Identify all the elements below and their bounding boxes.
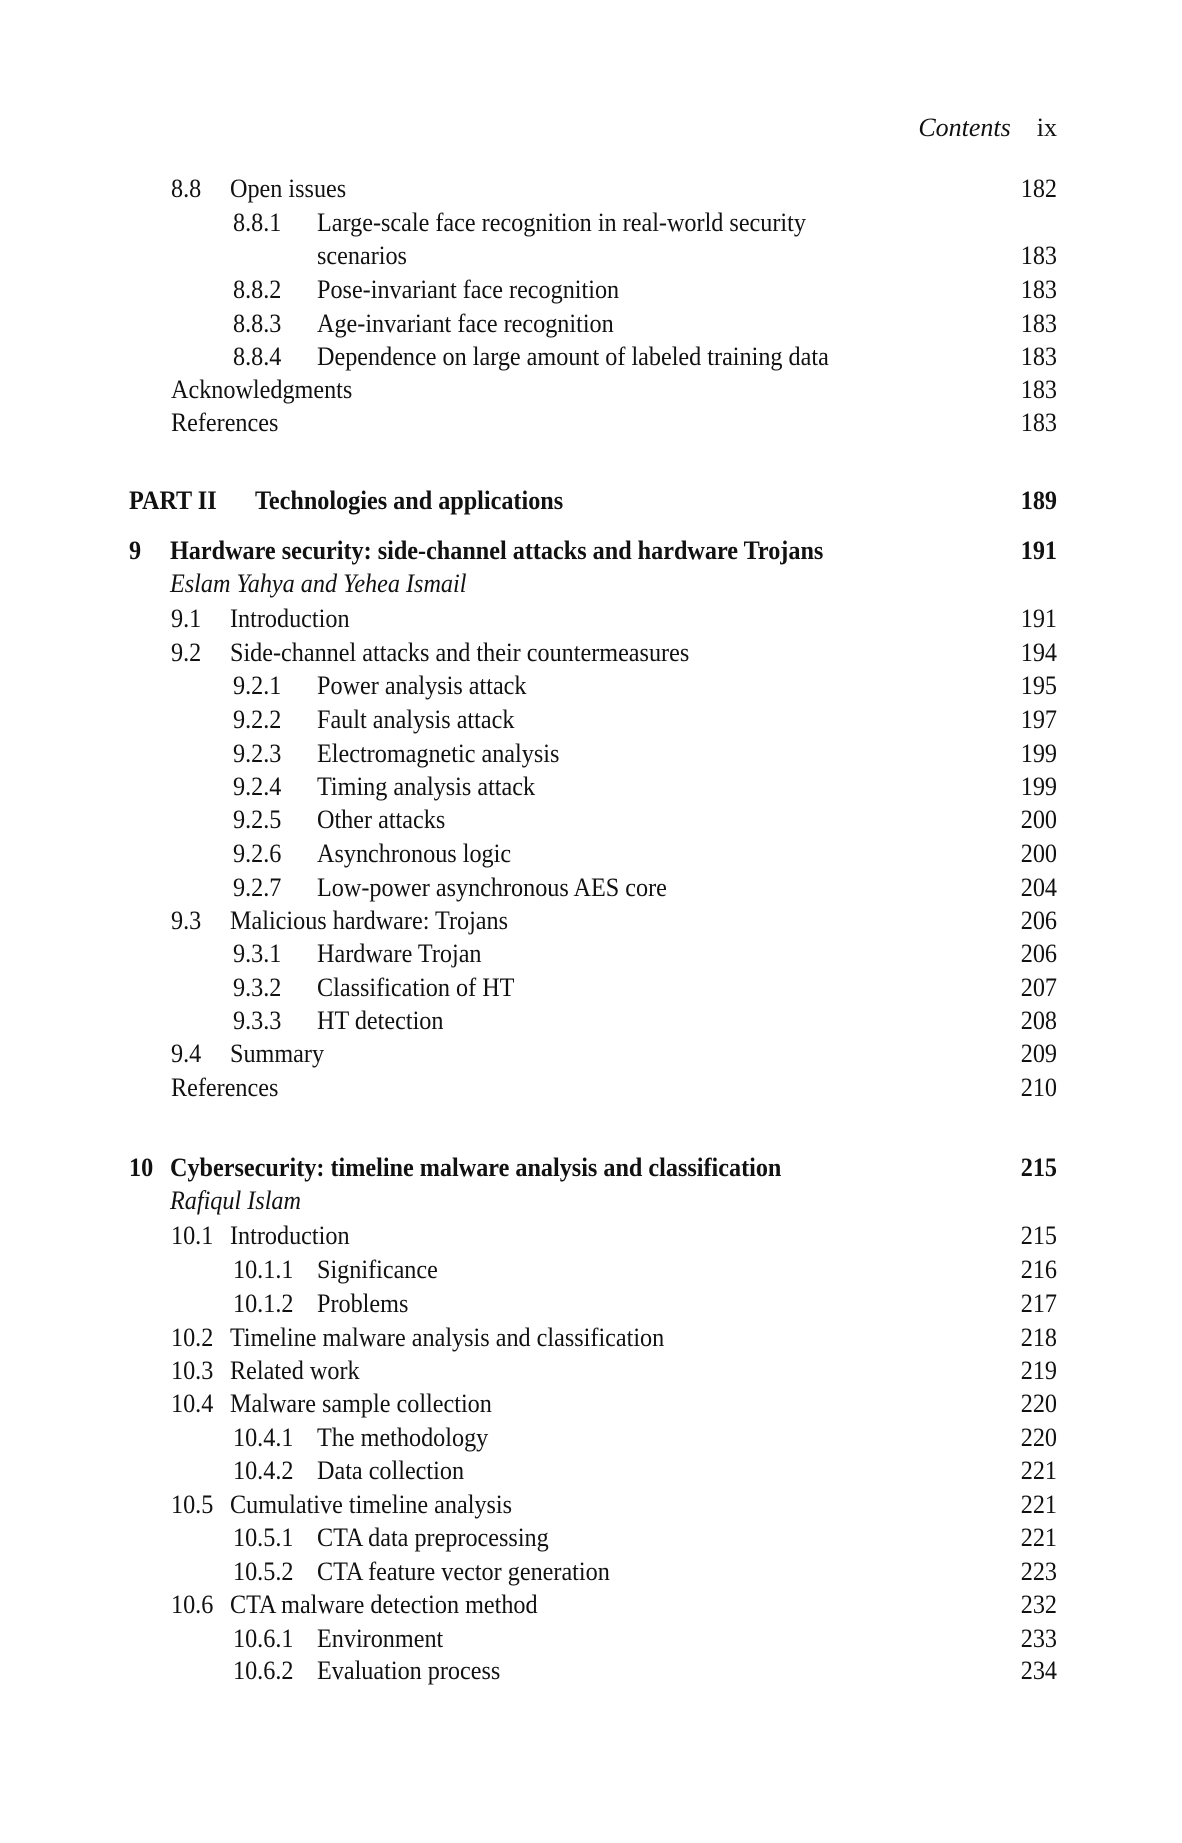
toc-entry-title-text: Malware sample collection: [230, 1389, 492, 1418]
toc-entry-number: [233, 703, 285, 737]
toc-entry-page-number-text: 219: [1020, 1356, 1057, 1385]
toc-entry-title: [317, 1253, 447, 1287]
toc-entry-number-text: PART II: [129, 486, 217, 515]
toc-entry-page-number-text: 204: [1020, 873, 1057, 902]
toc-entry-title-text: Significance: [317, 1255, 438, 1284]
toc-entry-number-text: 9.2.5: [233, 805, 282, 834]
toc-entry-number-text: 10.6.1: [233, 1624, 294, 1653]
toc-entry-number: [171, 1488, 217, 1522]
toc-entry-page-number-text: 223: [1020, 1557, 1057, 1586]
toc-entry-title-text: Electromagnetic analysis: [317, 739, 560, 768]
toc-entry-number-text: 10.2: [171, 1323, 214, 1352]
toc-entry-page-number: [1018, 1004, 1057, 1038]
toc-entry-number: [233, 669, 285, 703]
toc-entry-title-text: Side-channel attacks and their countermeasures: [230, 638, 690, 667]
toc-subsection-entry[interactable]: [0, 206, 1182, 240]
toc-subsection-entry[interactable]: [0, 770, 1182, 804]
toc-entry-page-number: [1018, 1521, 1057, 1555]
toc-entry-number: [233, 1421, 298, 1455]
toc-entry-page-number: [1018, 406, 1057, 440]
toc-entry-page-number: [1018, 703, 1057, 737]
toc-entry-number-text: 9.2.4: [233, 772, 282, 801]
toc-section-entry[interactable]: [0, 1037, 1182, 1071]
toc-entry-number: [233, 770, 285, 804]
toc-entry-number-text: 8.8.3: [233, 309, 282, 338]
toc-entry-page-number: [1018, 1253, 1057, 1287]
toc-entry-page-number-text: 183: [1020, 342, 1057, 371]
toc-entry-page-number-text: 209: [1020, 1039, 1057, 1068]
toc-entry-title-text: Power analysis attack: [317, 671, 527, 700]
toc-entry-title: [317, 1287, 415, 1321]
toc-entry-page-number: [1018, 770, 1057, 804]
toc-entry-page-number-text: 210: [1020, 1073, 1057, 1102]
toc-entry-title-text: Rafiqul Islam: [170, 1186, 301, 1215]
toc-entry-title: [317, 937, 494, 971]
toc-subsection-entry[interactable]: [0, 1521, 1182, 1555]
toc-entry-title: [171, 1071, 286, 1105]
toc-entry-number: [171, 904, 204, 938]
toc-section-entry[interactable]: [0, 172, 1182, 206]
toc-entry-title: [317, 803, 455, 837]
toc-entry-page-number: [1018, 971, 1057, 1005]
toc-entry-page-number-text: 217: [1020, 1289, 1057, 1318]
toc-subsection-continuation[interactable]: [0, 239, 1182, 273]
toc-entry-number: [233, 1521, 298, 1555]
toc-entry-number-text: 8.8.4: [233, 342, 282, 371]
toc-entry-title-text: Dependence on large amount of labeled training data: [317, 342, 829, 371]
running-head-title: Contents: [918, 113, 1011, 142]
toc-entry-page-number-text: 215: [1020, 1153, 1057, 1182]
toc-entry-page-number: [1018, 1454, 1057, 1488]
toc-entry-title-text: Timeline malware analysis and classification: [230, 1323, 665, 1352]
toc-entry-title: [317, 837, 526, 871]
toc-section-entry[interactable]: [0, 1071, 1182, 1105]
toc-entry-title: [170, 1184, 311, 1218]
toc-subsection-entry[interactable]: [0, 273, 1182, 307]
toc-entry-title: [317, 239, 414, 273]
toc-entry-page-number-text: 199: [1020, 772, 1057, 801]
toc-entry-page-number: [1018, 737, 1057, 771]
toc-entry-number-text: 9.2.7: [233, 873, 282, 902]
toc-section-entry[interactable]: [0, 373, 1182, 407]
toc-entry-page-number-text: 206: [1020, 939, 1057, 968]
toc-entry-page-number: [1018, 837, 1057, 871]
toc-entry-title-text: Environment: [317, 1624, 444, 1653]
toc-entry-title: [317, 703, 529, 737]
toc-entry-number-text: 10.6: [171, 1590, 214, 1619]
toc-section-entry[interactable]: [0, 1488, 1182, 1522]
toc-entry-title-text: CTA malware detection method: [230, 1590, 538, 1619]
toc-entry-page-number-text: 183: [1020, 408, 1057, 437]
toc-entry-number: [233, 273, 285, 307]
toc-entry-number-text: 9.1: [171, 604, 202, 633]
toc-entry-page-number-text: 199: [1020, 739, 1057, 768]
toc-entry-title-text: References: [171, 408, 279, 437]
toc-entry-title-text: Problems: [317, 1289, 409, 1318]
toc-entry-number: [171, 636, 204, 670]
toc-entry-page-number-text: 195: [1020, 671, 1057, 700]
toc-entry-number-text: 10.4: [171, 1389, 214, 1418]
toc-subsection-entry[interactable]: [0, 307, 1182, 341]
toc-entry-page-number: [1018, 172, 1057, 206]
toc-chapter-entry[interactable]: [0, 1151, 1182, 1185]
toc-entry-page-number-text: 183: [1020, 375, 1057, 404]
toc-entry-page-number: [1018, 1421, 1057, 1455]
toc-entry-number-text: 9: [129, 536, 142, 565]
toc-entry-title-text: CTA feature vector generation: [317, 1557, 610, 1586]
toc-entry-title-text: Asynchronous logic: [317, 839, 512, 868]
toc-entry-page-number-text: 221: [1020, 1456, 1057, 1485]
toc-entry-number-text: 9.3.3: [233, 1006, 282, 1035]
toc-entry-title: [255, 484, 586, 518]
toc-entry-title-text: Acknowledgments: [171, 375, 353, 404]
toc-entry-page-number: [1018, 636, 1057, 670]
toc-entry-number-text: 10: [129, 1153, 154, 1182]
toc-entry-title: [317, 206, 843, 240]
toc-entry-number: [171, 1321, 217, 1355]
toc-entry-page-number-text: 221: [1020, 1490, 1057, 1519]
toc-entry-title: [230, 1354, 369, 1388]
toc-entry-title: [317, 1421, 501, 1455]
toc-subsection-entry[interactable]: [0, 937, 1182, 971]
toc-chapter-authors[interactable]: [0, 1184, 1182, 1218]
toc-entry-number: [233, 1555, 298, 1589]
toc-entry-number: [233, 871, 285, 905]
toc-entry-title-text: Introduction: [230, 604, 350, 633]
toc-entry-title-text: Hardware security: side-channel attacks and hardware Trojans: [170, 536, 824, 565]
toc-entry-page-number-text: 233: [1020, 1624, 1057, 1653]
toc-entry-number: [233, 737, 285, 771]
toc-entry-title-text: Open issues: [230, 174, 347, 203]
toc-entry-title: [317, 737, 578, 771]
toc-entry-number-text: 9.2.1: [233, 671, 282, 700]
toc-entry-page-number-text: 207: [1020, 973, 1057, 1002]
toc-entry-number-text: 9.2: [171, 638, 202, 667]
toc-entry-number: [233, 340, 285, 374]
toc-entry-number: [129, 484, 223, 518]
toc-entry-page-number: [1018, 1071, 1057, 1105]
toc-entry-title: [317, 1654, 514, 1688]
toc-subsection-entry[interactable]: [0, 1654, 1182, 1688]
toc-entry-page-number: [1018, 1588, 1057, 1622]
toc-entry-number: [233, 1253, 298, 1287]
toc-entry-title: [317, 770, 551, 804]
toc-entry-number: [233, 837, 285, 871]
toc-entry-page-number-text: 194: [1020, 638, 1057, 667]
running-head: [918, 111, 1057, 145]
toc-entry-number-text: 8.8.2: [233, 275, 282, 304]
toc-entry-title: [230, 1219, 359, 1253]
toc-entry-title-text: References: [171, 1073, 279, 1102]
toc-entry-title: [317, 1555, 632, 1589]
toc-entry-number-text: 10.5.1: [233, 1523, 294, 1552]
toc-entry-number: [129, 534, 142, 568]
toc-entry-title: [230, 904, 529, 938]
toc-entry-number-text: 10.5.2: [233, 1557, 294, 1586]
toc-entry-page-number: [1018, 340, 1057, 374]
toc-entry-page-number: [1018, 273, 1057, 307]
toc-subsection-entry[interactable]: [0, 971, 1182, 1005]
toc-subsection-entry[interactable]: [0, 340, 1182, 374]
toc-entry-title-text: Fault analysis attack: [317, 705, 515, 734]
toc-entry-page-number: [1018, 904, 1057, 938]
toc-entry-page-number: [1018, 937, 1057, 971]
toc-section-entry[interactable]: [0, 1321, 1182, 1355]
toc-entry-page-number: [1018, 1387, 1057, 1421]
toc-entry-title-text: Data collection: [317, 1456, 465, 1485]
toc-entry-number: [129, 1151, 155, 1185]
toc-entry-number: [233, 307, 285, 341]
toc-entry-title: [230, 1321, 697, 1355]
toc-section-entry[interactable]: [0, 406, 1182, 440]
toc-entry-number: [233, 206, 285, 240]
toc-entry-number-text: 10.1: [171, 1221, 214, 1250]
toc-entry-title-text: Cybersecurity: timeline malware analysis and classification: [170, 1153, 782, 1182]
toc-section-entry[interactable]: [0, 1219, 1182, 1253]
toc-entry-page-number-text: 221: [1020, 1523, 1057, 1552]
toc-entry-number: [233, 1004, 285, 1038]
toc-entry-number: [233, 1622, 298, 1656]
toc-entry-page-number-text: 216: [1020, 1255, 1057, 1284]
toc-entry-page-number: [1018, 1219, 1057, 1253]
toc-entry-page-number: [1018, 1287, 1057, 1321]
toc-subsection-entry[interactable]: [0, 1287, 1182, 1321]
toc-entry-page-number: [1018, 1354, 1057, 1388]
toc-entry-number: [171, 1037, 204, 1071]
toc-section-entry[interactable]: [0, 904, 1182, 938]
toc-entry-page-number: [1018, 484, 1057, 518]
toc-entry-title-text: Summary: [230, 1039, 325, 1068]
toc-subsection-entry[interactable]: [0, 1622, 1182, 1656]
toc-entry-title-text: The methodology: [317, 1423, 489, 1452]
toc-entry-page-number-text: 200: [1020, 839, 1057, 868]
toc-entry-number: [171, 1354, 217, 1388]
toc-entry-page-number-text: 208: [1020, 1006, 1057, 1035]
toc-entry-page-number: [1018, 669, 1057, 703]
toc-entry-number: [171, 172, 204, 206]
toc-entry-title: [171, 406, 286, 440]
toc-entry-title: [230, 636, 724, 670]
toc-subsection-entry[interactable]: [0, 1421, 1182, 1455]
toc-entry-page-number-text: 232: [1020, 1590, 1057, 1619]
toc-entry-title-text: Introduction: [230, 1221, 350, 1250]
toc-entry-title: [230, 1588, 561, 1622]
toc-subsection-entry[interactable]: [0, 803, 1182, 837]
toc-entry-page-number: [1018, 803, 1057, 837]
toc-part-entry[interactable]: [0, 484, 1182, 518]
toc-entry-title: [317, 1454, 475, 1488]
page-number: ix: [1036, 113, 1057, 142]
toc-subsection-entry[interactable]: [0, 1454, 1182, 1488]
toc-entry-title-text: Other attacks: [317, 805, 446, 834]
toc-entry-title-text: Eslam Yahya and Yehea Ismail: [170, 569, 467, 598]
toc-entry-page-number-text: 183: [1020, 241, 1057, 270]
toc-entry-number: [233, 1287, 298, 1321]
toc-chapter-entry[interactable]: [0, 534, 1182, 568]
toc-entry-page-number-text: 182: [1020, 174, 1057, 203]
toc-entry-title-text: Evaluation process: [317, 1656, 501, 1685]
toc-entry-page-number-text: 218: [1020, 1323, 1057, 1352]
toc-entry-number: [171, 1387, 217, 1421]
toc-subsection-entry[interactable]: [0, 703, 1182, 737]
toc-subsection-entry[interactable]: [0, 837, 1182, 871]
toc-entry-title-text: Technologies and applications: [255, 486, 564, 515]
toc-entry-number-text: 8.8.1: [233, 208, 282, 237]
toc-entry-page-number-text: 220: [1020, 1423, 1057, 1452]
toc-entry-title: [317, 971, 529, 1005]
toc-entry-title: [317, 340, 867, 374]
toc-entry-page-number: [1018, 1488, 1057, 1522]
toc-entry-title: [230, 1387, 512, 1421]
toc-entry-title-text: Age-invariant face recognition: [317, 309, 614, 338]
toc-entry-title: [317, 871, 693, 905]
toc-entry-title-text: CTA data preprocessing: [317, 1523, 549, 1552]
toc-entry-title: [317, 307, 636, 341]
toc-entry-page-number: [1018, 1151, 1057, 1185]
toc-chapter-authors[interactable]: [0, 567, 1182, 601]
toc-entry-number-text: 8.8: [171, 174, 202, 203]
toc-entry-page-number: [1018, 871, 1057, 905]
toc-subsection-entry[interactable]: [0, 737, 1182, 771]
toc-entry-number: [233, 803, 285, 837]
toc-entry-number-text: 9.2.6: [233, 839, 282, 868]
toc-entry-page-number-text: 215: [1020, 1221, 1057, 1250]
toc-subsection-entry[interactable]: [0, 1253, 1182, 1287]
toc-entry-title: [170, 1151, 827, 1185]
toc-entry-title: [170, 534, 872, 568]
toc-entry-title-text: Low-power asynchronous AES core: [317, 873, 667, 902]
toc-entry-page-number-text: 206: [1020, 906, 1057, 935]
toc-subsection-entry[interactable]: [0, 1555, 1182, 1589]
toc-entry-number-text: 9.3: [171, 906, 202, 935]
toc-section-entry[interactable]: [0, 636, 1182, 670]
toc-entry-number: [233, 937, 285, 971]
toc-entry-page-number-text: 191: [1020, 536, 1057, 565]
toc-entry-number: [233, 1454, 298, 1488]
toc-entry-page-number: [1018, 373, 1057, 407]
toc-entry-number-text: 9.3.2: [233, 973, 282, 1002]
toc-entry-number-text: 9.2.3: [233, 739, 282, 768]
toc-entry-number-text: 10.4.2: [233, 1456, 294, 1485]
toc-entry-page-number: [1018, 307, 1057, 341]
toc-entry-title-text: HT detection: [317, 1006, 444, 1035]
toc-entry-number-text: 9.3.1: [233, 939, 282, 968]
toc-subsection-entry[interactable]: [0, 669, 1182, 703]
toc-entry-number-text: 9.2.2: [233, 705, 282, 734]
toc-section-entry[interactable]: [0, 1354, 1182, 1388]
toc-entry-title-text: Related work: [230, 1356, 360, 1385]
toc-entry-title: [317, 669, 542, 703]
toc-subsection-entry[interactable]: [0, 1004, 1182, 1038]
toc-entry-page-number-text: 183: [1020, 309, 1057, 338]
toc-entry-title-text: scenarios: [317, 241, 407, 270]
toc-entry-page-number-text: 200: [1020, 805, 1057, 834]
toc-entry-number: [233, 1654, 298, 1688]
toc-entry-title-text: Timing analysis attack: [317, 772, 536, 801]
toc-entry-number: [171, 602, 204, 636]
toc-entry-page-number-text: 183: [1020, 275, 1057, 304]
toc-entry-number: [171, 1219, 217, 1253]
toc-entry-title: [230, 1488, 533, 1522]
toc-section-entry[interactable]: [0, 1387, 1182, 1421]
toc-entry-page-number: [1018, 534, 1057, 568]
toc-entry-number-text: 10.5: [171, 1490, 214, 1519]
toc-entry-title: [317, 1521, 566, 1555]
toc-entry-number-text: 9.4: [171, 1039, 202, 1068]
toc-entry-number-text: 10.6.2: [233, 1656, 294, 1685]
toc-entry-number: [233, 971, 285, 1005]
toc-entry-page-number-text: 234: [1020, 1656, 1057, 1685]
toc-entry-title: [317, 1004, 453, 1038]
toc-entry-page-number: [1018, 602, 1057, 636]
toc-subsection-entry[interactable]: [0, 871, 1182, 905]
toc-entry-number-text: 10.1.1: [233, 1255, 294, 1284]
toc-entry-page-number-text: 189: [1020, 486, 1057, 515]
toc-section-entry[interactable]: [0, 1588, 1182, 1622]
toc-entry-title: [230, 1037, 331, 1071]
toc-entry-title-text: Malicious hardware: Trojans: [230, 906, 509, 935]
toc-entry-page-number: [1018, 1622, 1057, 1656]
toc-entry-page-number: [1018, 1321, 1057, 1355]
toc-entry-title: [170, 567, 489, 601]
toc-entry-page-number: [1018, 1555, 1057, 1589]
toc-entry-title-text: Classification of HT: [317, 973, 515, 1002]
toc-entry-page-number: [1018, 1654, 1057, 1688]
toc-entry-page-number-text: 220: [1020, 1389, 1057, 1418]
toc-entry-number: [171, 1588, 217, 1622]
toc-entry-title: [317, 273, 642, 307]
toc-entry-title-text: Large-scale face recognition in real-world security: [317, 208, 806, 237]
toc-entry-title: [230, 602, 359, 636]
toc-entry-number-text: 10.4.1: [233, 1423, 294, 1452]
toc-section-entry[interactable]: [0, 602, 1182, 636]
toc-entry-title-text: Hardware Trojan: [317, 939, 482, 968]
toc-entry-page-number-text: 197: [1020, 705, 1057, 734]
toc-entry-number-text: 10.3: [171, 1356, 214, 1385]
toc-entry-page-number: [1018, 239, 1057, 273]
toc-entry-title: [230, 172, 355, 206]
toc-entry-title: [317, 1622, 453, 1656]
toc-entry-page-number: [1018, 1037, 1057, 1071]
toc-entry-title-text: Cumulative timeline analysis: [230, 1490, 513, 1519]
toc-entry-number-text: 10.1.2: [233, 1289, 294, 1318]
toc-entry-page-number-text: 191: [1020, 604, 1057, 633]
toc-entry-title: [171, 373, 366, 407]
toc-entry-title-text: Pose-invariant face recognition: [317, 275, 620, 304]
